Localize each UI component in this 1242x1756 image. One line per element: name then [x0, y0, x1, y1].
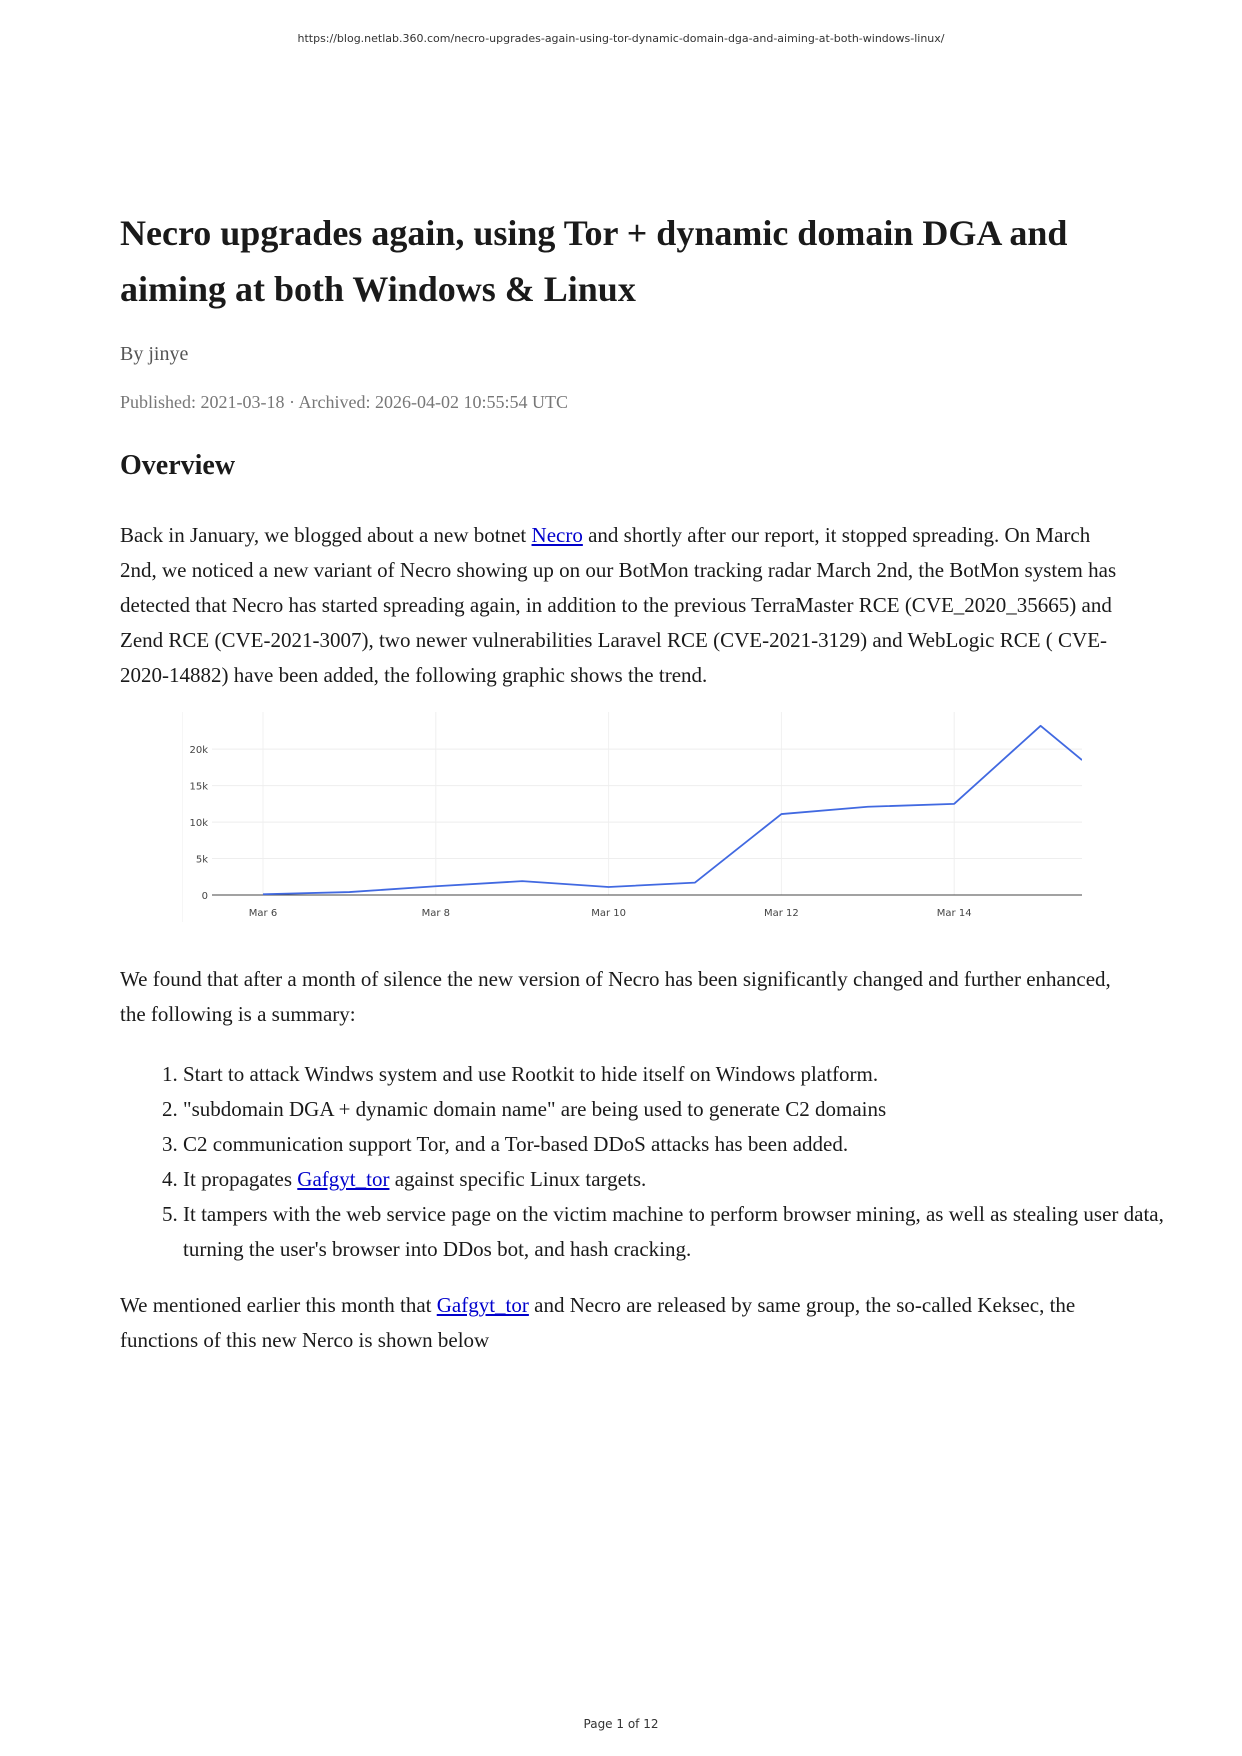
x-tick-label: Mar 6 — [248, 908, 278, 919]
text-span: against specific Linux targets. — [389, 1167, 647, 1191]
section-heading: Overview — [120, 450, 236, 481]
x-tick-label: Mar 12 — [764, 908, 799, 919]
publish-meta: Published: 2021-03-18 · Archived: 2026-04-02 10:55:54 UTC — [120, 392, 568, 412]
summary-intro-paragraph: We found that after a month of silence the new version of Necro has been significantly changed and further enhanced, the following is a summary: — [120, 967, 1111, 1026]
summary-list — [120, 1057, 1193, 1267]
gafgyt-tor-link[interactable]: Gafgyt_tor — [297, 1167, 390, 1191]
trend-chart — [182, 712, 1082, 934]
list-item: 1. Start to attack Windws system and use Rootkit to hide itself on Windows platform. — [183, 1057, 1193, 1092]
y-tick-label: 5k — [195, 854, 208, 866]
page-url: https://blog.netlab.360.com/necro-upgrades-again-using-tor-dynamic-domain-dga-and-aiming-at-both-windows-linux/ — [297, 32, 945, 45]
trend-chart-svg — [182, 712, 1082, 934]
text-span: We mentioned earlier this month that — [120, 1293, 437, 1317]
necro-link[interactable]: Necro — [531, 523, 583, 547]
text-span: and Necro are released by same group, the so-called Keksec, the functions of this new Nerco is shown below — [120, 1293, 1076, 1352]
list-item: 5. It tampers with the web service page on the victim machine to perform browser mining, as well as stealing user data, turning the user's browser into DDos bot, and hash cracking. — [183, 1197, 1193, 1267]
text-span: and shortly after our report, it stopped spreading. On March 2nd, we noticed a new variant of Necro showing up on our BotMon tracking radar March 2nd, the BotMon system has detected that Necro has started spreading again, in addition to the previous TerraMaster RCE (CVE_2020_35665) and Zend RCE (CVE-2021-3007), two newer vulnerabilities Laravel RCE (CVE-2021-3129) and WebLogic RCE ( CVE-2020-14882) have been added, the following graphic shows the trend. — [120, 523, 1117, 687]
list-item — [183, 1162, 1193, 1197]
x-tick-label: Mar 8 — [421, 908, 451, 919]
y-tick-label: 15k — [189, 781, 208, 793]
y-tick-label: 10k — [189, 818, 208, 830]
page-number: Page 1 of 12 — [583, 1717, 659, 1731]
article-title: Necro upgrades again, using Tor + dynamic domain DGA and aiming at both Windows & Linux — [120, 213, 1068, 309]
x-tick-label: Mar 10 — [591, 908, 626, 919]
list-item: 3. C2 communication support Tor, and a Tor-based DDoS attacks has been added. — [183, 1127, 1193, 1162]
intro-paragraph — [120, 518, 1130, 693]
y-tick-label: 0 — [201, 891, 208, 902]
series-line — [263, 726, 1082, 894]
list-item: 2. "subdomain DGA + dynamic domain name" are being used to generate C2 domains — [183, 1092, 1193, 1127]
text-span: Back in January, we blogged about a new botnet — [120, 523, 532, 547]
byline: By jinye — [120, 343, 189, 365]
y-tick-label: 20k — [189, 745, 208, 757]
gafgyt-tor-link[interactable]: Gafgyt_tor — [436, 1293, 529, 1317]
x-tick-label: Mar 14 — [936, 908, 972, 919]
text-span: It propagates — [183, 1167, 298, 1191]
closing-paragraph — [120, 1288, 1130, 1358]
